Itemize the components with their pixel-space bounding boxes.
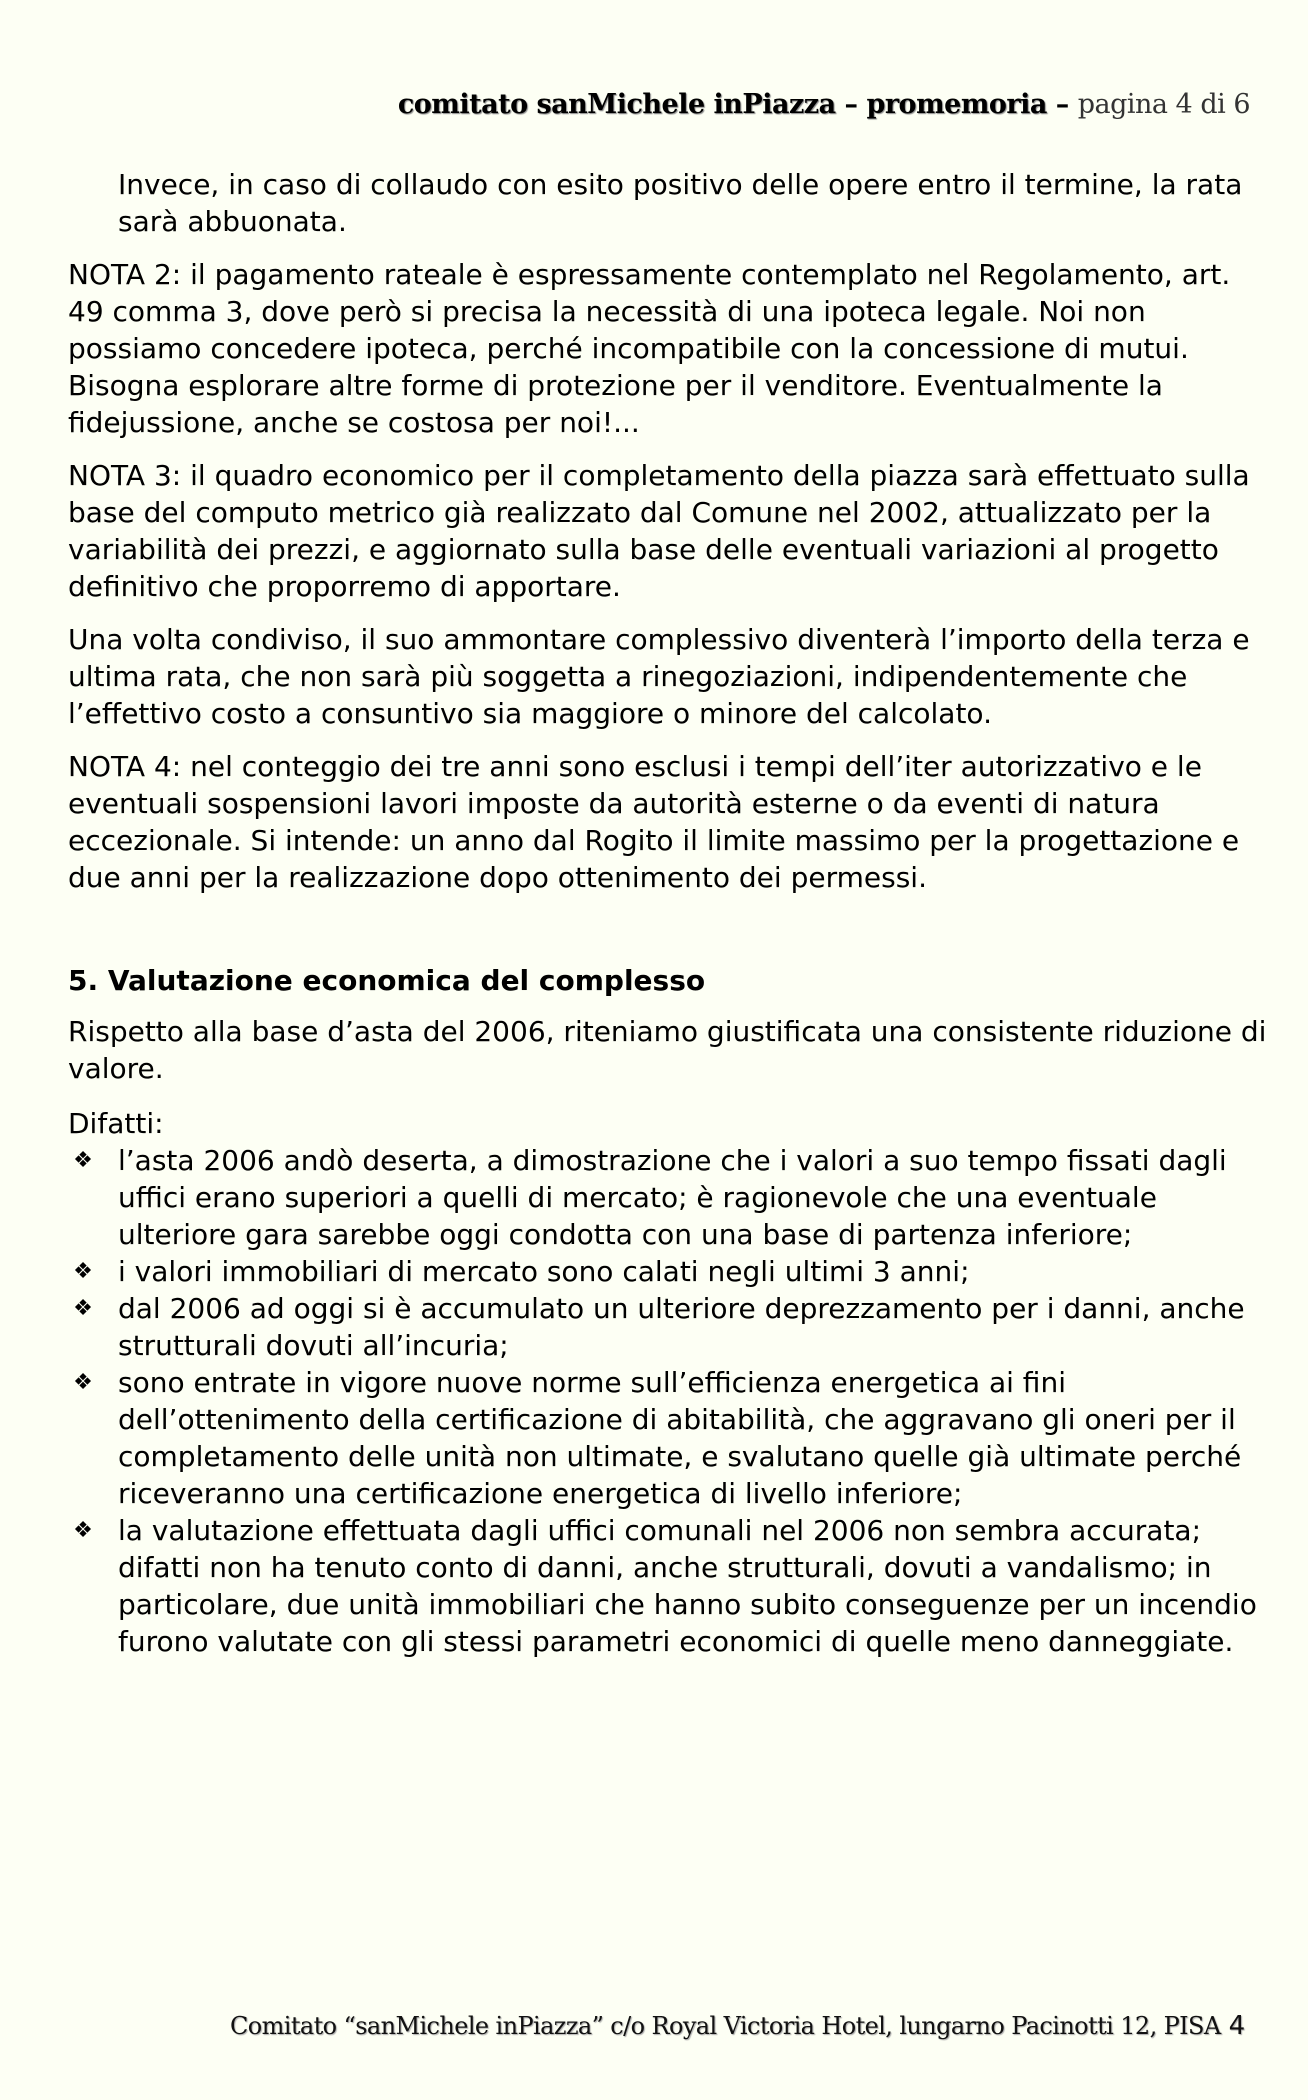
page-header bbox=[398, 88, 1250, 122]
list-item-text: dal 2006 ad oggi si è accumulato un ulteriore deprezzamento per i danni, anche strutturali dovuti all’incuria; bbox=[118, 1292, 1245, 1362]
list-item bbox=[68, 1512, 1268, 1660]
four-diamond-bullet-icon: ❖ bbox=[73, 1148, 93, 1173]
paragraph-collaudo: Invece, in caso di collaudo con esito positivo delle opere entro il termine, la rata sarà abbuonata. bbox=[118, 168, 1243, 238]
four-diamond-bullet-icon: ❖ bbox=[73, 1259, 93, 1284]
paragraph-nota-2: NOTA 2: il pagamento rateale è espressamente contemplato nel Regolamento, art. 49 comma 3, dove però si precisa la necessità di una ipoteca legale. Noi non possiamo concedere ipoteca, perché incompatibile con la concessione di mutui. Bisogna esplorare altre forme di protezione per il venditore. Eventualmente la fidejussione, anche se costosa per noi!... bbox=[68, 258, 1231, 439]
list-item bbox=[68, 1253, 1268, 1290]
reasons-list bbox=[68, 1142, 1268, 1660]
header-separator: – bbox=[835, 89, 867, 120]
list-item-text: sono entrate in vigore nuove norme sull’efficienza energetica ai fini dell’ottenimento della certificazione di abitabilità, che aggravano gli oneri per il completamento delle unità non ultimate, e svalutano quelle già ultimate perché riceveranno una certificazione energetica di livello inferiore; bbox=[118, 1366, 1242, 1510]
list-item-text: l’asta 2006 andò deserta, a dimostrazione che i valori a suo tempo fissati dagli uffici erano superiori a quelli di mercato; è ragionevole che una eventuale ulteriore gara sarebbe oggi condotta con una base di partenza inferiore; bbox=[118, 1144, 1227, 1251]
page-footer bbox=[230, 2010, 1245, 2042]
four-diamond-bullet-icon: ❖ bbox=[73, 1296, 93, 1321]
list-item bbox=[68, 1290, 1268, 1364]
paragraph-nota-3: NOTA 3: il quadro economico per il completamento della piazza sarà effettuato sulla base del computo metrico già realizzato dal Comune nel 2002, attualizzato per la variabilità dei prezzi, e aggiornato sulla base delle eventuali variazioni al progetto definitivo che proporremo di apportare. bbox=[68, 459, 1250, 603]
list-item-text: la valutazione effettuata dagli uffici comunali nel 2006 non sembra accurata; difatti non ha tenuto conto di danni, anche strutturali, dovuti a vandalismo; in particolare, due unità immobiliari che hanno subito conseguenze per un incendio furono valutate con gli stessi parametri economici di quelle meno danneggiate. bbox=[118, 1514, 1257, 1658]
header-page-label: pagina 4 di 6 bbox=[1077, 89, 1250, 120]
paragraph-nota-4: NOTA 4: nel conteggio dei tre anni sono esclusi i tempi dell’iter autorizzativo e le eventuali sospensioni lavori imposte da autorità esterne o da eventi di natura eccezionale. Si intende: un anno dal Rogito il limite massimo per la progettazione e due anni per la realizzazione dopo ottenimento dei permessi. bbox=[68, 750, 1240, 894]
four-diamond-bullet-icon: ❖ bbox=[73, 1370, 93, 1395]
header-title: comitato sanMichele inPiazza bbox=[397, 89, 836, 120]
list-item bbox=[68, 1364, 1268, 1512]
footer-address: Comitato “sanMichele inPiazza” c/o Royal Victoria Hotel, lungarno Pacinotti 12, PISA bbox=[230, 2012, 1221, 2040]
section-intro: Rispetto alla base d’asta del 2006, riteniamo giustificata una consistente riduzione di valore. bbox=[68, 1015, 1267, 1085]
footer-page-number: 4 bbox=[1228, 2011, 1245, 2041]
document-body bbox=[68, 166, 1268, 1660]
paragraph-una-volta: Una volta condiviso, il suo ammontare complessivo diventerà l’importo della terza e ultima rata, che non sarà più soggetta a rinegoziazioni, indipendentemente che l’effettivo costo a consuntivo sia maggiore o minore del calcolato. bbox=[68, 623, 1250, 730]
list-item-text: i valori immobiliari di mercato sono calati negli ultimi 3 anni; bbox=[118, 1255, 970, 1288]
difatti-label: Difatti: bbox=[68, 1107, 164, 1140]
section-heading: 5. Valutazione economica del complesso bbox=[68, 964, 706, 997]
list-item bbox=[68, 1142, 1268, 1253]
four-diamond-bullet-icon: ❖ bbox=[73, 1518, 93, 1543]
header-separator: – bbox=[1046, 89, 1078, 120]
header-subtitle: promemoria bbox=[866, 89, 1047, 120]
